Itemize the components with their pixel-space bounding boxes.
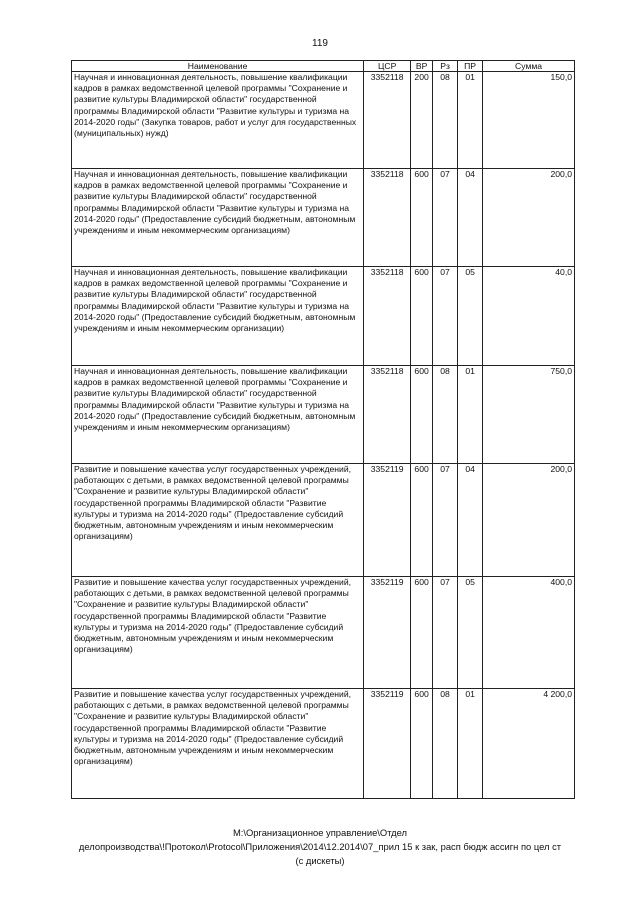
row-name: Научная и инновационная деятельность, повышение квалификации кадров в рамках ведомственной целевой программы "Сохранение и развитие культуры Владимирской области" государственной программы Владимирской области "Развитие культуры и туризма на 2014-2020 годы" (Предоставление субсидий бюджетным, автономным учреждениям и иным некоммерческим организациям) (72, 366, 364, 464)
row-pr: 01 (458, 72, 483, 169)
table-header-row (72, 61, 575, 72)
table-row (72, 169, 575, 267)
row-vr: 600 (411, 366, 433, 464)
footer-line-1: М:\Организационное управление\Отдел (232, 827, 408, 838)
footer-line-2: делопроизводства\!Протокол\Protocol\Приложения\2014\12.2014\07_прил 15 к зак, расп бюдж ассигн по цел ст (78, 841, 562, 852)
table-row (72, 366, 575, 464)
row-rz: 07 (433, 577, 458, 689)
table-row (72, 577, 575, 689)
row-rz: 07 (433, 169, 458, 267)
page-number: 119 (312, 38, 328, 49)
budget-table (71, 60, 575, 799)
row-vr: 600 (411, 689, 433, 799)
row-csr: 3352119 (364, 577, 411, 689)
row-sum: 200,0 (483, 464, 575, 577)
footer-line-3: (с дискеты) (295, 855, 345, 866)
row-vr: 600 (411, 464, 433, 577)
row-pr: 04 (458, 169, 483, 267)
row-csr: 3352119 (364, 464, 411, 577)
row-rz: 08 (433, 72, 458, 169)
row-vr: 200 (411, 72, 433, 169)
row-pr: 05 (458, 267, 483, 366)
row-vr: 600 (411, 169, 433, 267)
row-rz: 08 (433, 366, 458, 464)
row-csr: 3352118 (364, 169, 411, 267)
row-sum: 400,0 (483, 577, 575, 689)
row-rz: 07 (433, 464, 458, 577)
row-pr: 01 (458, 689, 483, 799)
row-name: Научная и инновационная деятельность, повышение квалификации кадров в рамках ведомственной целевой программы "Сохранение и развитие культуры Владимирской области" государственной программы Владимирской области "Развитие культуры и туризма на 2014-2020 годы" (Предоставление субсидий бюджетным, автономным учреждениям и иным некоммерческим организации) (72, 267, 364, 366)
row-pr: 05 (458, 577, 483, 689)
row-sum: 750,0 (483, 366, 575, 464)
row-csr: 3352118 (364, 267, 411, 366)
header-vr: ВР (411, 61, 433, 72)
row-sum: 200,0 (483, 169, 575, 267)
row-csr: 3352119 (364, 689, 411, 799)
header-rz: Рз (433, 61, 458, 72)
row-name: Развитие и повышение качества услуг государственных учреждений, работающих с детьми, в рамках ведомственной целевой программы "Сохранение и развитие культуры Владимирской области" государственной программы Владимирской области "Развитие культуры и туризма на 2014-2020 годы" (Предоставление субсидий бюджетным, автономным учреждениям и иным некоммерческим организациям) (72, 689, 364, 799)
row-sum: 4 200,0 (483, 689, 575, 799)
header-name: Наименование (72, 61, 364, 72)
header-pr: ПР (458, 61, 483, 72)
table-row (72, 689, 575, 799)
table-row (72, 72, 575, 169)
row-csr: 3352118 (364, 366, 411, 464)
row-sum: 40,0 (483, 267, 575, 366)
row-csr: 3352118 (364, 72, 411, 169)
row-name: Развитие и повышение качества услуг государственных учреждений, работающих с детьми, в рамках ведомственной целевой программы "Сохранение и развитие культуры Владимирской области" государственной программы Владимирской области "Развитие культуры и туризма на 2014-2020 годы" (Предоставление субсидий бюджетным, автономным учреждениям и иным некоммерческим организациям) (72, 464, 364, 577)
table-row (72, 464, 575, 577)
row-vr: 600 (411, 267, 433, 366)
row-pr: 04 (458, 464, 483, 577)
header-sum: Сумма (483, 61, 575, 72)
row-sum: 150,0 (483, 72, 575, 169)
row-rz: 08 (433, 689, 458, 799)
row-pr: 01 (458, 366, 483, 464)
row-name: Научная и инновационная деятельность, повышение квалификации кадров в рамках ведомственной целевой программы "Сохранение и развитие культуры Владимирской области" государственной программы Владимирской области "Развитие культуры и туризма на 2014-2020 годы" (Предоставление субсидий бюджетным, автономным учреждениям и иным некоммерческим организациям) (72, 169, 364, 267)
table-row (72, 267, 575, 366)
header-csr: ЦСР (364, 61, 411, 72)
file-path-footer (0, 826, 640, 868)
row-vr: 600 (411, 577, 433, 689)
row-rz: 07 (433, 267, 458, 366)
row-name: Научная и инновационная деятельность, повышение квалификации кадров в рамках ведомственной целевой программы "Сохранение и развитие культуры Владимирской области" государственной программы Владимирской области "Развитие культуры и туризма на 2014-2020 годы" (Закупка товаров, работ и услуг для государственных (муниципальных) нужд) (72, 72, 364, 169)
row-name: Развитие и повышение качества услуг государственных учреждений, работающих с детьми, в рамках ведомственной целевой программы "Сохранение и развитие культуры Владимирской области" государственной программы Владимирской области "Развитие культуры и туризма на 2014-2020 годы" (Предоставление субсидий бюджетным, автономным учреждениям и иным некоммерческим организациям) (72, 577, 364, 689)
